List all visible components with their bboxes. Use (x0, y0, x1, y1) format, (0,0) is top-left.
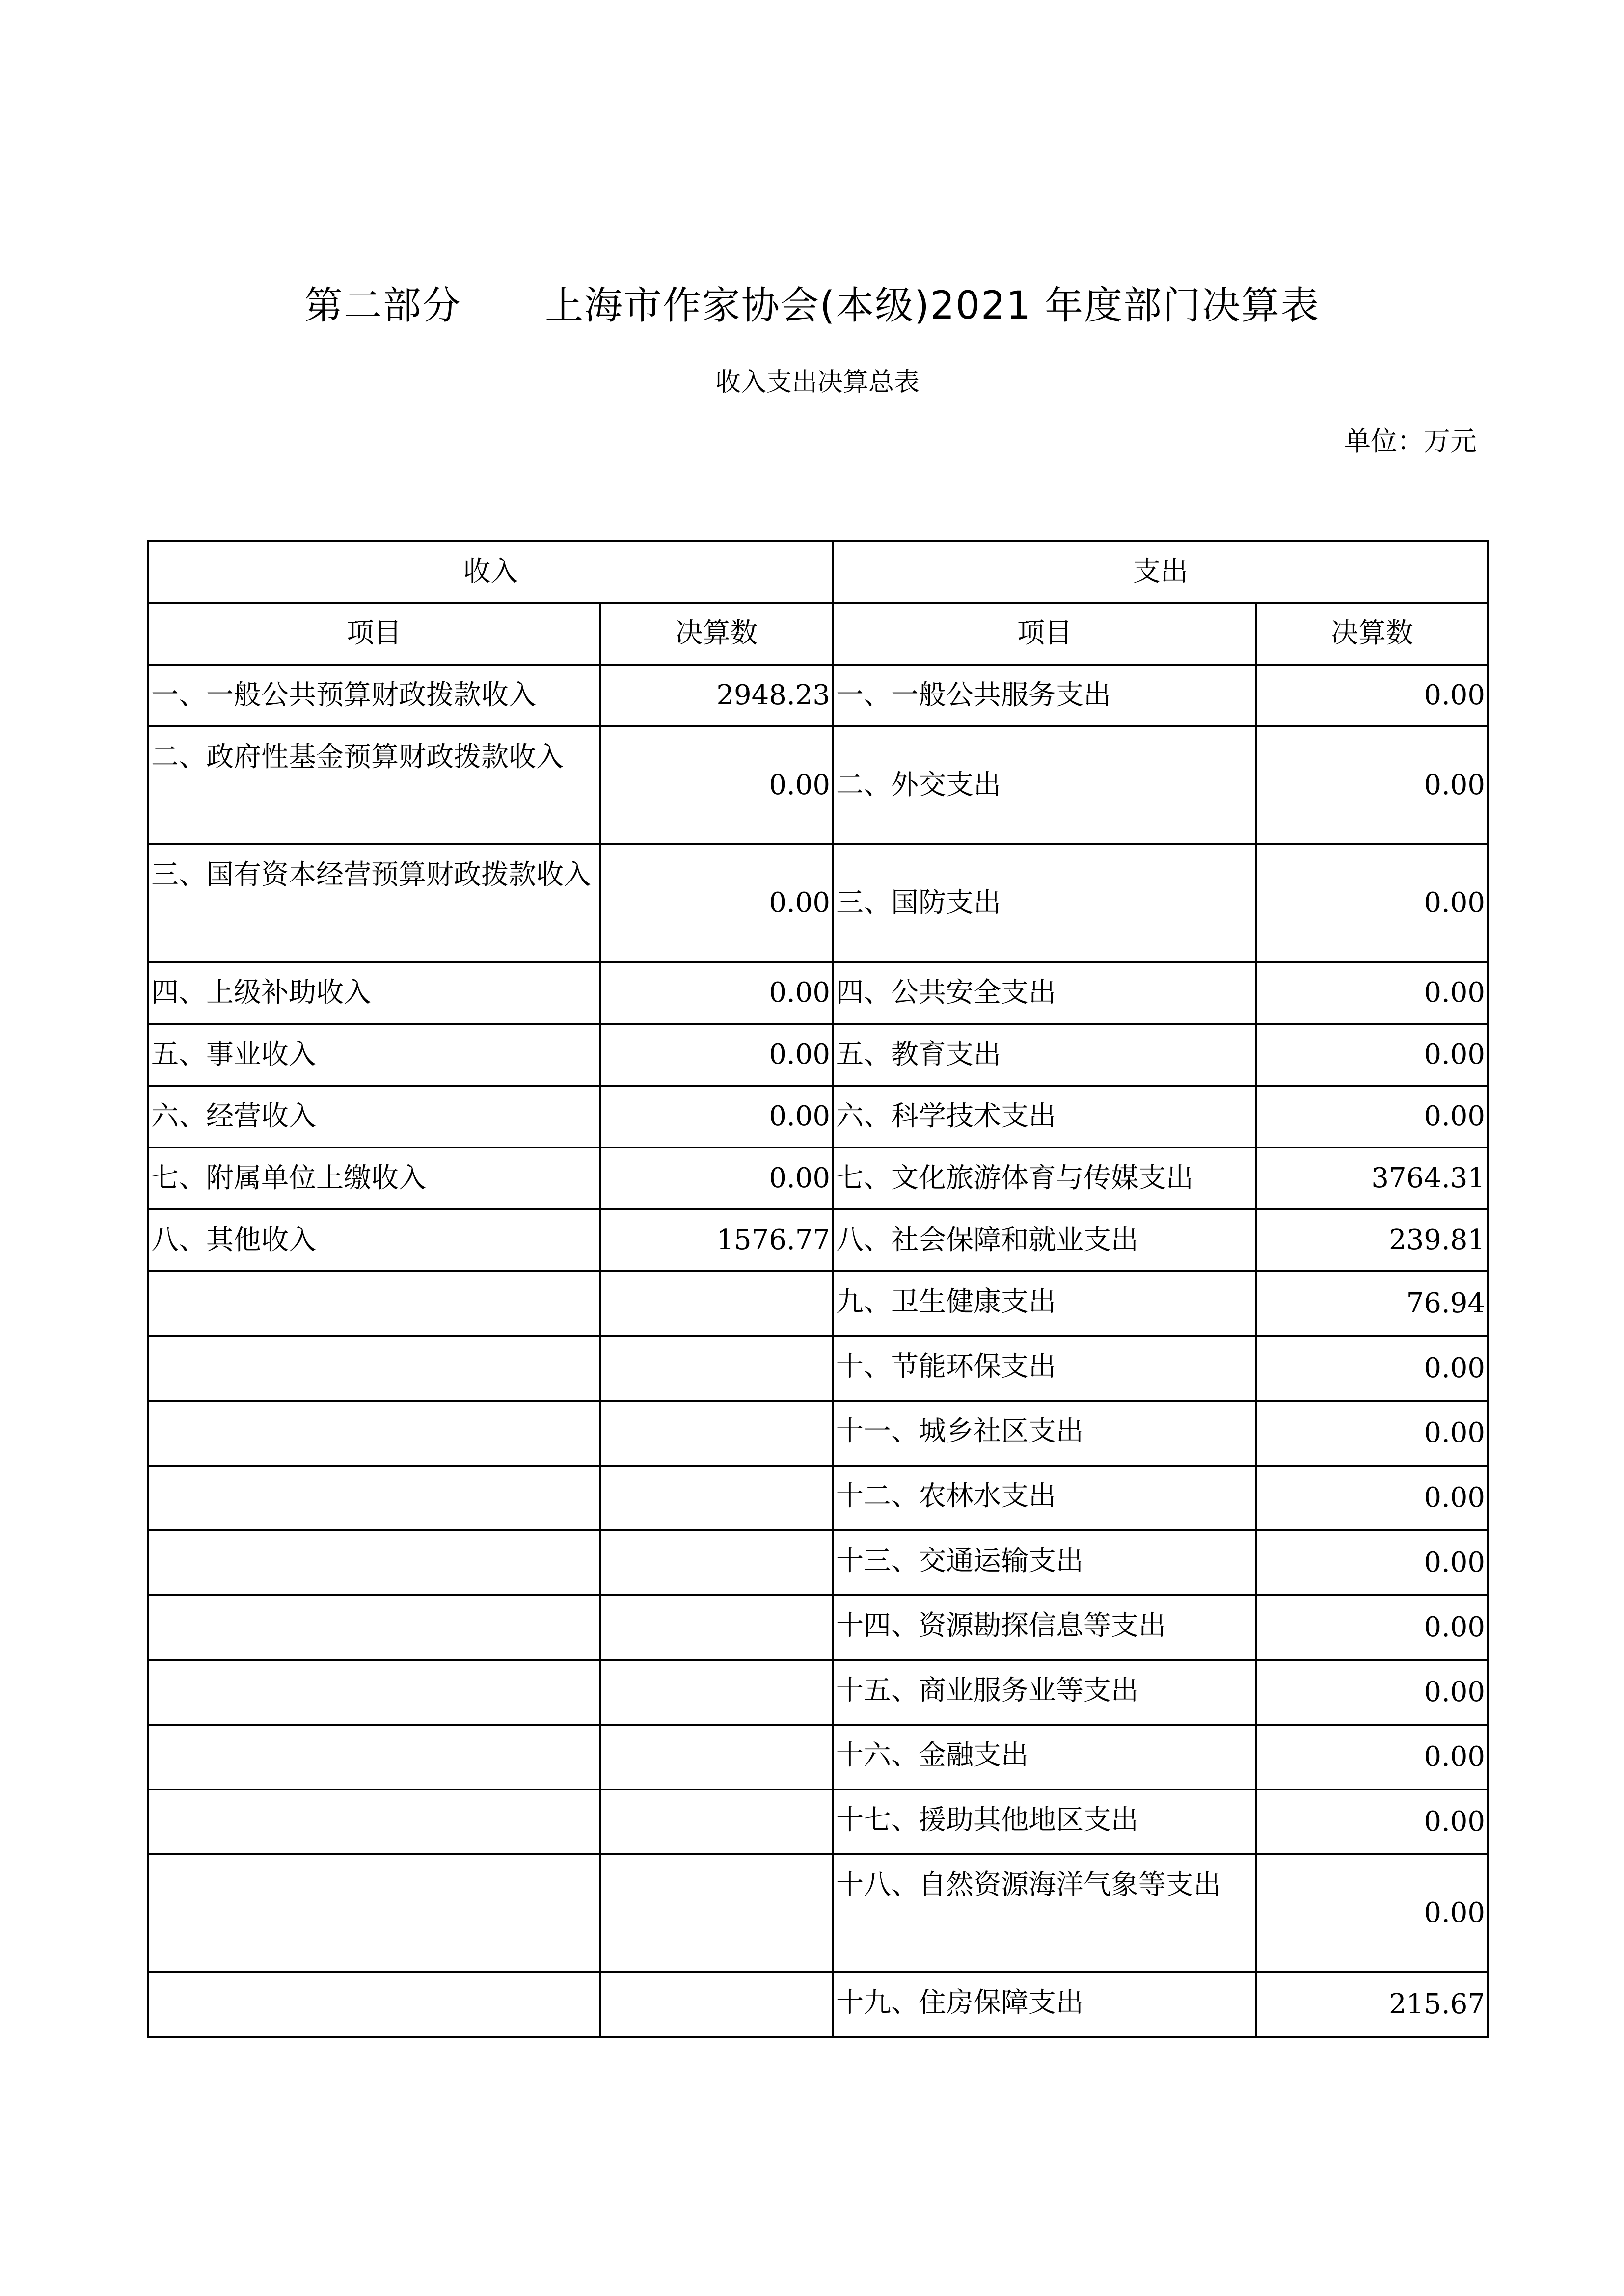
table-row (148, 1336, 1488, 1401)
expense-item: 十九、住房保障支出 (833, 1972, 1256, 2037)
expense-item: 五、教育支出 (833, 1024, 1256, 1086)
income-item (148, 1972, 600, 2037)
page-title (0, 275, 1624, 330)
income-amount: 0.00 (600, 844, 833, 962)
table-row (148, 1086, 1488, 1148)
expense-amount: 0.00 (1256, 1336, 1488, 1401)
expense-item: 十三、交通运输支出 (833, 1530, 1256, 1595)
income-amount: 0.00 (600, 1024, 833, 1086)
income-amount (600, 1789, 833, 1854)
expense-item: 八、社会保障和就业支出 (833, 1209, 1256, 1271)
expense-item: 十六、金融支出 (833, 1725, 1256, 1789)
expense-amount: 0.00 (1256, 844, 1488, 962)
income-amount (600, 1401, 833, 1466)
income-amount: 2948.23 (600, 665, 833, 726)
table-row (148, 1725, 1488, 1789)
table-row (148, 1789, 1488, 1854)
income-amount (600, 1271, 833, 1336)
table-row (148, 1972, 1488, 2037)
income-amount (600, 1972, 833, 2037)
expense-header: 支出 (833, 541, 1488, 603)
expense-item-header: 项目 (833, 603, 1256, 665)
income-amount: 0.00 (600, 1148, 833, 1209)
expense-amount: 239.81 (1256, 1209, 1488, 1271)
expense-amount: 0.00 (1256, 1401, 1488, 1466)
table-row (148, 1466, 1488, 1530)
income-item (148, 1466, 600, 1530)
table-row (148, 1024, 1488, 1086)
expense-amount: 0.00 (1256, 726, 1488, 844)
expense-item: 十、节能环保支出 (833, 1336, 1256, 1401)
income-amount-header: 决算数 (600, 603, 833, 665)
income-item: 四、上级补助收入 (148, 962, 600, 1024)
income-amount (600, 1466, 833, 1530)
expense-amount: 0.00 (1256, 665, 1488, 726)
income-amount: 1576.77 (600, 1209, 833, 1271)
table-row (148, 962, 1488, 1024)
table-row (148, 1660, 1488, 1725)
expense-amount: 0.00 (1256, 1789, 1488, 1854)
expense-item: 一、一般公共服务支出 (833, 665, 1256, 726)
expense-item: 四、公共安全支出 (833, 962, 1256, 1024)
income-item (148, 1725, 600, 1789)
income-item (148, 1530, 600, 1595)
expense-item: 十四、资源勘探信息等支出 (833, 1595, 1256, 1660)
income-amount: 0.00 (600, 962, 833, 1024)
expense-amount: 0.00 (1256, 1595, 1488, 1660)
income-amount: 0.00 (600, 1086, 833, 1148)
income-amount (600, 1725, 833, 1789)
table-row (148, 1595, 1488, 1660)
expense-item: 十八、自然资源海洋气象等支出 (833, 1854, 1256, 1972)
expense-item: 十七、援助其他地区支出 (833, 1789, 1256, 1854)
title-main: 上海市作家协会(本级)2021 年度部门决算表 (544, 284, 1320, 328)
income-item (148, 1660, 600, 1725)
expense-item: 十二、农林水支出 (833, 1466, 1256, 1530)
table-row (148, 1148, 1488, 1209)
income-item: 六、经营收入 (148, 1086, 600, 1148)
income-item (148, 1271, 600, 1336)
income-item (148, 1595, 600, 1660)
income-item: 八、其他收入 (148, 1209, 600, 1271)
income-item (148, 1854, 600, 1972)
income-header: 收入 (148, 541, 833, 603)
expense-item: 十五、商业服务业等支出 (833, 1660, 1256, 1725)
expense-amount: 0.00 (1256, 1086, 1488, 1148)
income-item: 二、政府性基金预算财政拨款收入 (148, 726, 600, 844)
expense-item: 七、文化旅游体育与传媒支出 (833, 1148, 1256, 1209)
expense-amount: 0.00 (1256, 1024, 1488, 1086)
expense-amount: 0.00 (1256, 1530, 1488, 1595)
expense-item: 六、科学技术支出 (833, 1086, 1256, 1148)
table-subtitle: 收入支出决算总表 (715, 368, 920, 397)
income-amount: 0.00 (600, 726, 833, 844)
unit-label: 单位：万元 (1344, 426, 1477, 456)
expense-amount: 0.00 (1256, 1660, 1488, 1725)
expense-amount: 0.00 (1256, 1854, 1488, 1972)
income-item-header: 项目 (148, 603, 600, 665)
expense-amount: 3764.31 (1256, 1148, 1488, 1209)
table-row (148, 1401, 1488, 1466)
income-item (148, 1336, 600, 1401)
income-amount (600, 1854, 833, 1972)
income-amount (600, 1336, 833, 1401)
income-item: 一、一般公共预算财政拨款收入 (148, 665, 600, 726)
expense-item: 二、外交支出 (833, 726, 1256, 844)
income-amount (600, 1530, 833, 1595)
table-row (148, 1530, 1488, 1595)
income-item (148, 1401, 600, 1466)
income-amount (600, 1660, 833, 1725)
expense-amount: 0.00 (1256, 1466, 1488, 1530)
budget-table (147, 540, 1489, 2038)
expense-item: 十一、城乡社区支出 (833, 1401, 1256, 1466)
table-row (148, 1271, 1488, 1336)
table-row (148, 1209, 1488, 1271)
table-row (148, 665, 1488, 726)
income-item (148, 1789, 600, 1854)
expense-amount: 0.00 (1256, 1725, 1488, 1789)
expense-item: 三、国防支出 (833, 844, 1256, 962)
title-part: 第二部分 (304, 284, 461, 328)
income-item: 五、事业收入 (148, 1024, 600, 1086)
table-row (148, 844, 1488, 962)
expense-amount: 76.94 (1256, 1271, 1488, 1336)
expense-item: 九、卫生健康支出 (833, 1271, 1256, 1336)
table-row (148, 726, 1488, 844)
income-item: 七、附属单位上缴收入 (148, 1148, 600, 1209)
table-row (148, 1854, 1488, 1972)
expense-amount: 0.00 (1256, 962, 1488, 1024)
expense-amount: 215.67 (1256, 1972, 1488, 2037)
income-item: 三、国有资本经营预算财政拨款收入 (148, 844, 600, 962)
income-amount (600, 1595, 833, 1660)
expense-amount-header: 决算数 (1256, 603, 1488, 665)
